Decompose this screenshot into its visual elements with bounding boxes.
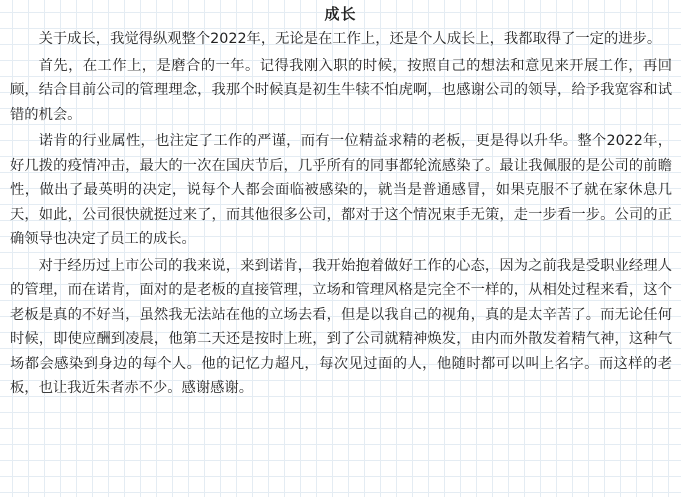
paragraph-company: 诺肯的行业属性，也注定了工作的严谨，而有一位精益求精的老板，更是得以升华。整个2022年，好几拨的疫情冲击，最大的一次在国庆节后，几乎所有的同事都轮流感染了。最让我佩服的是公司的前瞻性，做出了最英明的决定，说每个人都会面临被感染的，就当是普通感冒，如果克服不了就在家休息几天，如此，公司很快就挺过来了，而其他很多公司，都对于这个情况束手无策，走一步看一步。公司的正确领导也决定了员工的成长。	[10, 133, 672, 247]
document-body	[10, 27, 672, 403]
document-title: 成长	[324, 5, 357, 23]
paragraph-boss: 对于经历过上市公司的我来说，来到诺肯，我开始抱着做好工作的心态，因为之前我是受职业经理人的管理，而在诺肯，面对的是老板的直接管理，立场和管理风格是完全不一样的，从相处过程来看，这个老板是真的不好当，虽然我无法站在他的立场去看，但是以我自己的视角，真的是太辛苦了。而无论任何时候，即使应酬到凌晨，他第二天还是按时上班，到了公司就精神焕发，由内而外散发着精气神，这种气场都会感染到身边的每个人。他的记忆力超凡，每次见过面的人，他随时都可以叫上名字。而这样的老板，也让我近朱者赤不少。感谢感谢。	[10, 257, 672, 396]
paragraph-work: 首先，在工作上，是磨合的一年。记得我刚入职的时候，按照自己的想法和意见来开展工作，再回顾，结合目前公司的管理理念，我那个时候真是初生牛犊不怕虎啊，也感谢公司的领导，给予我宽容和试错的机会。	[10, 57, 672, 123]
paragraph-intro: 关于成长，我觉得纵观整个2022年，无论是在工作上，还是个人成长上，我都取得了一定的进步。	[38, 31, 662, 47]
